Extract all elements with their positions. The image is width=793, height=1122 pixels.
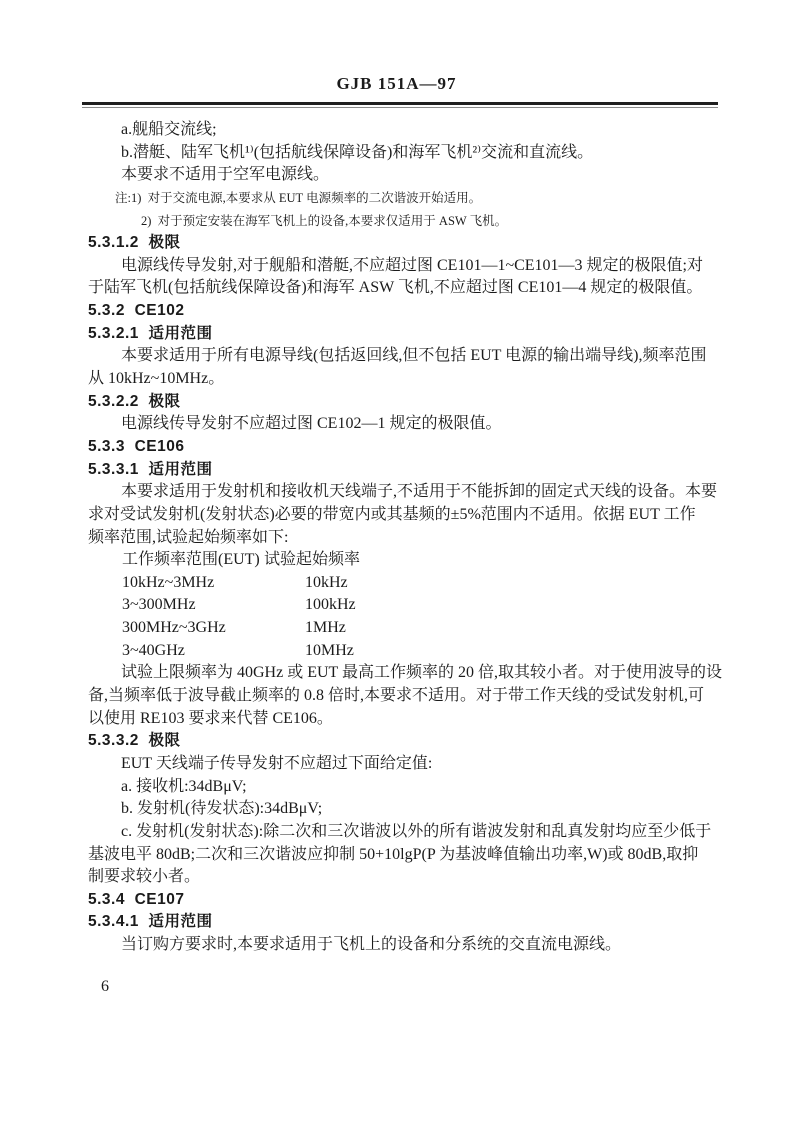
table-row <box>88 594 728 617</box>
paragraph-line: 电源线传导发射不应超过图 CE102—1 规定的极限值。 <box>121 415 502 433</box>
table-cell-start: 10kHz <box>305 573 348 591</box>
footnote-1: 注:1) 对于交流电源,本要求从 EUT 电源频率的二次谐波开始适用。 <box>115 190 482 205</box>
table-cell-start: 1MHz <box>305 619 346 637</box>
paragraph-line: 制要求较小者。 <box>88 868 201 886</box>
paragraph-line: 频率范围,试验起始频率如下: <box>88 528 289 546</box>
section-heading-5332: 5.3.3.2 极限 <box>88 732 181 750</box>
footnote-2: 2) 对于预定安装在海军飞机上的设备,本要求仅适用于 ASW 飞机。 <box>141 213 508 228</box>
section-heading-5341: 5.3.4.1 适用范围 <box>88 913 213 931</box>
table-cell-start: 100kHz <box>305 596 356 614</box>
section-heading-533: 5.3.3 CE106 <box>88 437 185 455</box>
section-heading-5321: 5.3.2.1 适用范围 <box>88 324 213 342</box>
paragraph-line: 当订购方要求时,本要求适用于飞机上的设备和分系统的交直流电源线。 <box>121 936 622 954</box>
header-rule-thick <box>82 102 718 105</box>
table-cell-range: 10kHz~3MHz <box>122 573 215 591</box>
list-item-a: a.舰船交流线; <box>121 121 217 138</box>
doc-number-header: GJB 151A—97 <box>336 74 457 93</box>
paragraph-line: 以使用 RE103 要求来代替 CE106。 <box>88 709 333 727</box>
section-heading-532: 5.3.2 CE102 <box>88 302 185 320</box>
list-item-c: c. 发射机(发射状态):除二次和三次谐波以外的所有谐波发射和乱真发射均应至少低于 <box>121 822 712 840</box>
section-heading-5331: 5.3.3.1 适用范围 <box>88 460 213 478</box>
paragraph-line: 本要求适用于所有电源导线(包括返回线,但不包括 EUT 电源的输出端导线),频率范围 <box>121 347 707 365</box>
table-col-header-range: 工作频率范围(EUT) <box>122 551 260 569</box>
paragraph-line: 从 10kHz~10MHz。 <box>88 370 225 388</box>
paragraph-line: 备,当频率低于波导截止频率的 0.8 倍时,本要求不适用。对于带工作天线的受试发射机,可 <box>88 687 705 705</box>
paragraph-line: 于陆军飞机(包括航线保障设备)和海军 ASW 飞机,不应超过图 CE101—4 规定的极限值。 <box>88 279 703 297</box>
paragraph-line: 求对受试发射机(发射状态)必要的带宽内或其基频的±5%范围内不适用。依据 EUT 工作 <box>88 505 696 523</box>
list-item-a: a. 接收机:34dBμV; <box>121 777 247 795</box>
document-body <box>88 119 728 957</box>
paragraph-line: 电源线传导发射,对于舰船和潜艇,不应超过图 CE101—1~CE101—3 规定的极限值;对 <box>121 256 703 274</box>
table-cell-range: 300MHz~3GHz <box>122 619 226 637</box>
table-col-header-start: 试验起始频率 <box>264 551 361 569</box>
table-row <box>88 640 728 663</box>
frequency-table-header <box>88 549 728 572</box>
list-item-b: b. 发射机(待发状态):34dBμV; <box>121 800 323 818</box>
paragraph-line: EUT 天线端子传导发射不应超过下面给定值: <box>121 754 433 772</box>
paragraph-line: 试验上限频率为 40GHz 或 EUT 最高工作频率的 20 倍,取其较小者。对于使用波导的设 <box>121 664 723 682</box>
paragraph-line: 本要求不适用于空军电源线。 <box>121 166 330 184</box>
section-heading-5322: 5.3.2.2 极限 <box>88 392 181 410</box>
table-row <box>88 617 728 640</box>
table-cell-start: 10MHz <box>305 641 354 659</box>
table-row <box>88 572 728 595</box>
section-heading-5312: 5.3.1.2 极限 <box>88 234 181 252</box>
paragraph-line: 基波电平 80dB;二次和三次谐波应抑制 50+10lgP(P 为基波峰值输出功率,W)或 80dB,取抑 <box>88 845 699 863</box>
list-item-b: b.潜艇、陆军飞机¹⁾(包括航线保障设备)和海军飞机²⁾交流和直流线。 <box>121 143 594 161</box>
page-number: 6 <box>101 978 109 995</box>
table-cell-range: 3~40GHz <box>122 641 185 659</box>
header-rule-thin <box>82 107 718 108</box>
section-heading-534: 5.3.4 CE107 <box>88 890 185 908</box>
table-cell-range: 3~300MHz <box>122 596 196 614</box>
paragraph-line: 本要求适用于发射机和接收机天线端子,不适用于不能拆卸的固定式天线的设备。本要 <box>121 483 718 501</box>
